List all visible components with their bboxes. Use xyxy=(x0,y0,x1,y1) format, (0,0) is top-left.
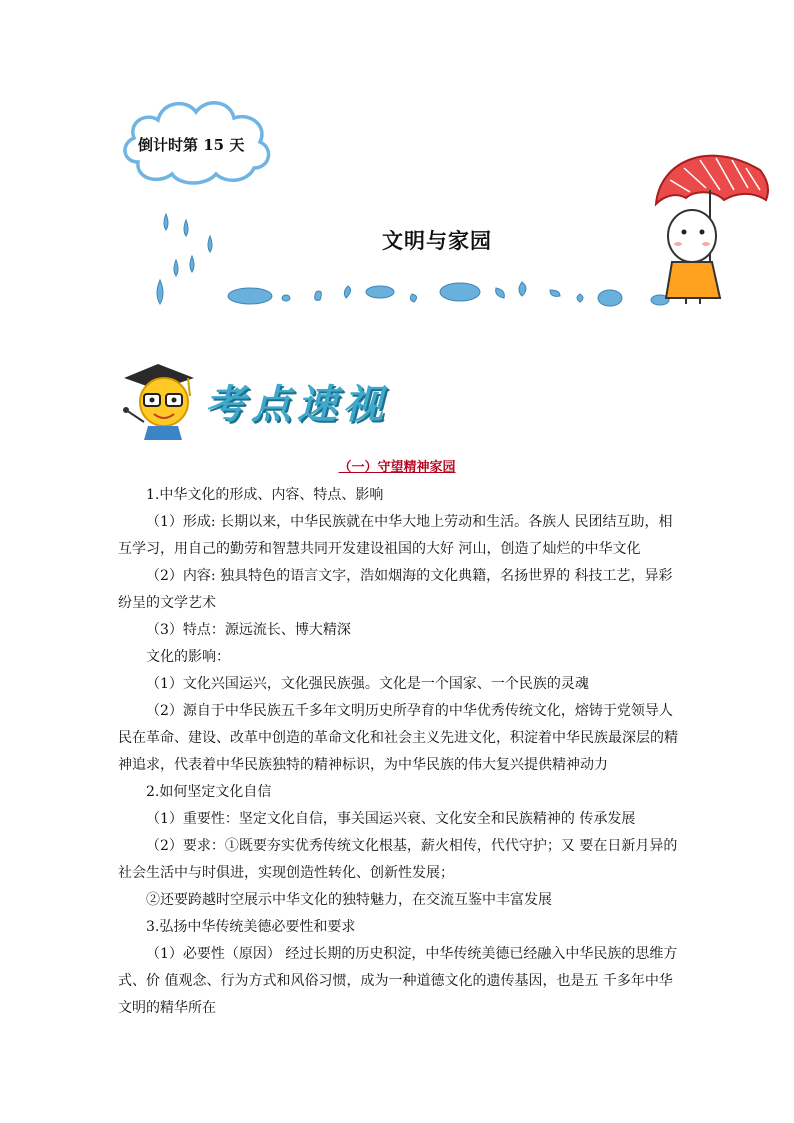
umbrella-character-icon xyxy=(650,140,775,305)
paragraph: ②还要跨越时空展示中华文化的独特魅力，在交流互鉴中丰富发展 xyxy=(146,892,552,908)
paragraph: 文化的影响： xyxy=(146,649,230,665)
heading-2: 2.如何坚定文化自信 xyxy=(146,784,272,800)
paragraph: （1）文化兴国运兴，文化强民族强。文化是一个国家、一个民族的灵魂 xyxy=(146,676,589,692)
paragraph: （2）要求：①既要夯实优秀传统文化根基，薪火相传，代代守护；又 要在日新月异的社会生活中与时俱进，实现创造性转化、创新性发展； xyxy=(118,838,678,881)
section-heading: （一）守望精神家园 xyxy=(338,460,456,475)
heading-3: 3.弘扬中华传统美德必要性和要求 xyxy=(146,919,356,935)
section-banner: 考点速视 xyxy=(205,381,389,428)
page-title: 文明与家园 xyxy=(382,228,492,253)
paragraph: （1）必要性（原因） 经过长期的历史积淀，中华传统美德已经融入中华民族的思维方式、价 值观念、行为方式和风俗习惯，成为一种道德文化的遗传基因，也是五 千多年中华文明的精华所在 xyxy=(118,946,678,1016)
mascot-icon xyxy=(118,360,200,442)
paragraph: （2）源自于中华民族五千多年文明历史所孕育的中华优秀传统文化，熔铸于党领导人民在革命、建设、改革中创造的革命文化和社会主义先进文化，积淀着中华民族最深层的精神追求，代表着中华民族独特的精神标识，为中华民族的伟大复兴提供精神动力 xyxy=(118,703,678,773)
body-text xyxy=(118,482,678,1022)
heading-1: 1.中华文化的形成、内容、特点、影响 xyxy=(146,487,384,503)
paragraph: （1）重要性：坚定文化自信，事关国运兴衰、文化安全和民族精神的 传承发展 xyxy=(146,811,636,827)
paragraph: （1）形成: 长期以来，中华民族就在中华大地上劳动和生活。各族人 民团结互助，相互学习，用自己的勤劳和智慧共同开发建设祖国的大好 河山，创造了灿烂的中华文化 xyxy=(118,514,673,557)
paragraph: （3）特点：源远流长、博大精深 xyxy=(146,622,351,638)
paragraph: （2）内容: 独具特色的语言文字，浩如烟海的文化典籍，名扬世界的 科技工艺，异彩纷呈的文学艺术 xyxy=(118,568,673,611)
countdown-label: 倒计时第 15 天 xyxy=(138,136,245,154)
